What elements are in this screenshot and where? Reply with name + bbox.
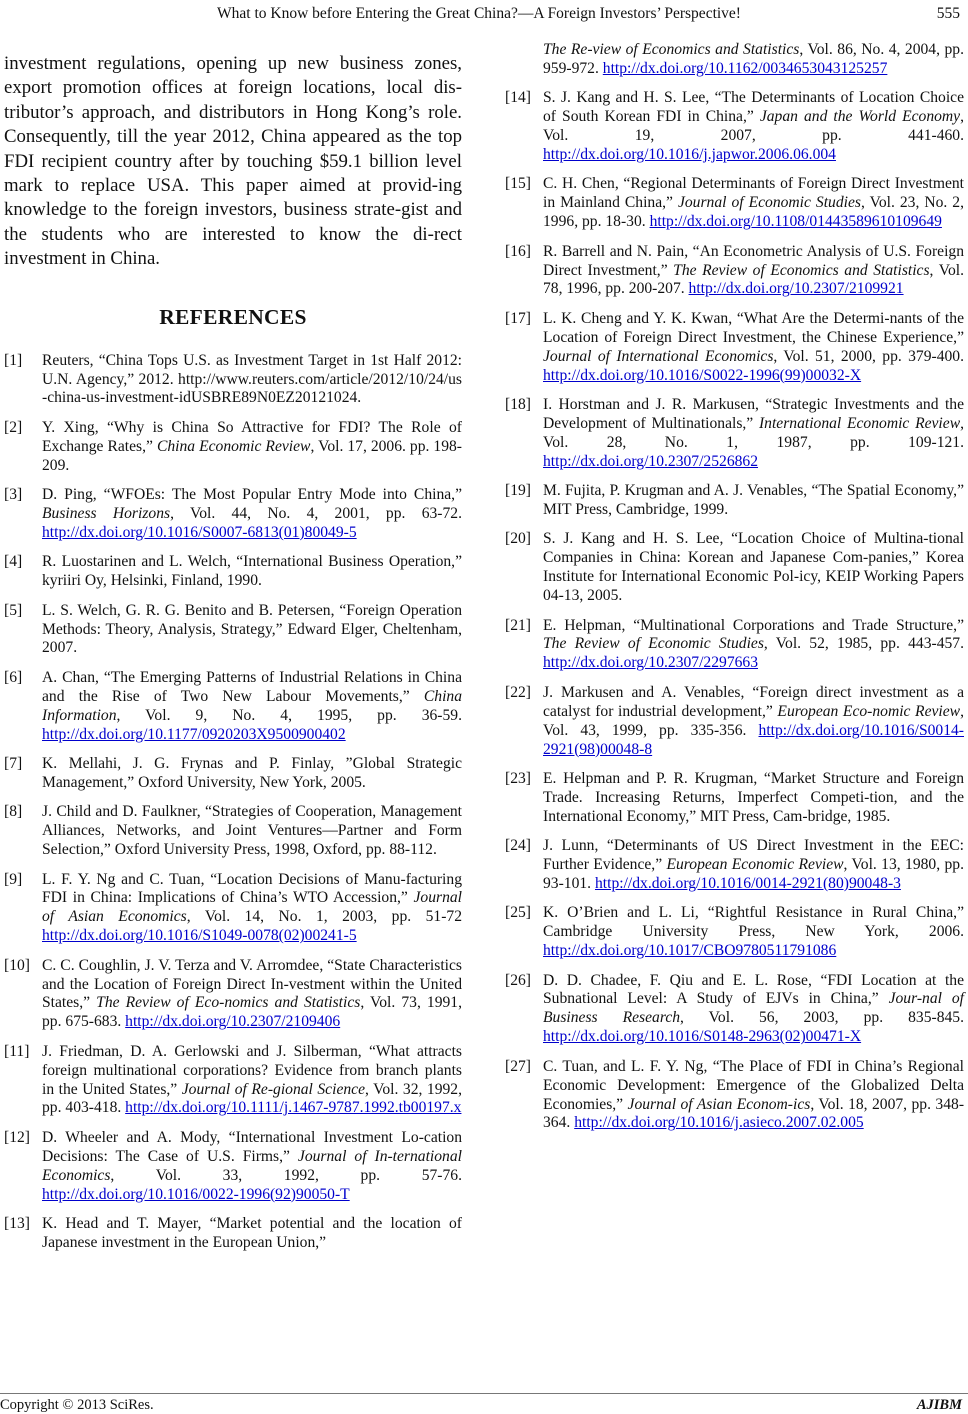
reference-entry [4, 602, 462, 659]
reference-entry [505, 617, 964, 674]
reference-source-title: Journal of Asian Econom-ics [627, 1095, 811, 1113]
reference-doi-link[interactable]: http://dx.doi.org/10.1016/0022-1996(92)90050-T [42, 1185, 350, 1203]
reference-doi-link[interactable]: http://dx.doi.org/10.1177/0920203X9500900402 [42, 725, 346, 743]
reference-number: [6] [4, 668, 23, 686]
reference-number: [3] [4, 486, 23, 504]
reference-doi-link[interactable]: http://dx.doi.org/10.2307/2109921 [688, 280, 904, 298]
reference-doi-link[interactable]: http://dx.doi.org/10.1016/S0022-1996(99)00032-X [543, 366, 862, 384]
reference-text [42, 419, 462, 476]
reference-text [543, 904, 964, 961]
reference-details: , Vol. 18, 2007, pp. 348-364. [543, 1095, 965, 1132]
reference-entry [505, 41, 964, 79]
reference-text [543, 972, 964, 1048]
reference-details: , Vol. 19, 2007, pp. 441-460. [543, 108, 965, 145]
reference-source-title: International Economic Review [758, 414, 961, 432]
reference-entry [505, 396, 964, 472]
reference-source-title: Journal of International Economics [543, 347, 774, 365]
reference-entry [4, 419, 462, 476]
copyright-notice: Copyright © 2013 SciRes. [0, 1397, 154, 1413]
reference-details: , Vol. 17, 2006. pp. 198-209. [42, 437, 462, 474]
reference-number: [21] [505, 616, 531, 634]
reference-body: S. J. Kang and H. S. Lee, “The Determinants of Location Choice of South Korean FDI in China,” [543, 89, 964, 126]
reference-doi-link[interactable]: http://dx.doi.org/10.1016/j.japwor.2006.06.004 [543, 146, 836, 164]
reference-body: R. Luostarinen and L. Welch, “International Business Operation,” kyriiri Oy, Helsinki, Finland, 1990. [42, 553, 462, 590]
reference-number: [24] [505, 837, 531, 855]
reference-text [543, 837, 964, 894]
reference-body: Reuters, “China Tops U.S. as Investment Target in 1st Half 2012: U.N. Agency,” 2012. [42, 351, 462, 388]
reference-body: S. J. Kang and H. S. Lee, “Location Choice of Multina-tional Companies in China: Korean and Japanese Com-panies,” Korea Institute for International Economic Pol-icy, KEIP Working Papers 04-13, 2005. [543, 530, 964, 605]
journal-abbrev: AJIBM [916, 1397, 962, 1413]
reference-entry [505, 1058, 964, 1134]
references-heading: REFERENCES [159, 304, 307, 329]
reference-number: [23] [505, 769, 531, 787]
reference-body: A. Chan, “The Emerging Patterns of Industrial Relations in China and the Rise of Two New Labour Movements,” [42, 668, 462, 705]
reference-text [543, 89, 964, 165]
reference-entry [505, 837, 964, 894]
reference-details: , Vol. 73, 1991, pp. 675-683. [42, 994, 462, 1031]
reference-text [543, 770, 964, 827]
reference-body: C. H. Chen, “Regional Determinants of Foreign Direct Investment in Mainland China,” [543, 175, 964, 212]
reference-number: [20] [505, 530, 531, 548]
reference-doi-link[interactable]: http://dx.doi.org/10.2307/2526862 [543, 452, 759, 470]
reference-body: D. D. Chadee, F. Qiu and E. L. Rose, “FDI Location at the Subnational Level: A Study of EJVs in China,” [543, 971, 964, 1008]
running-title: What to Know before Entering the Great China?—A Foreign Investors’ Perspective! [217, 5, 741, 22]
reference-body: K. Mellahi, J. G. Frynas and P. Finlay, ”Global Strategic Management,” Oxford University, New York, 2005. [42, 754, 462, 791]
reference-text [42, 669, 462, 745]
reference-body: C. Tuan, and L. F. Y. Ng, “The Place of FDI in China’s Regional Economic Development: Emergence of the Globalized Delta Economies,” [543, 1057, 964, 1113]
reference-body: Y. Xing, “Why is China So Attractive for FDI? The Role of Exchange Rates,” [42, 418, 462, 455]
page-number: 555 [936, 5, 960, 22]
reference-text [543, 396, 964, 472]
reference-body: J. Friedman, D. A. Gerlowski and J. Silberman, “What attracts foreign multinational corporations? Evidence from branch plants in the United States,” [42, 1042, 462, 1098]
reference-source-title: China Information [42, 687, 462, 724]
reference-body: J. Child and D. Faulkner, “Strategies of Cooperation, Management Alliances, Networks, and Joint Ventures—Partner and Form Selection,” Oxford University Press, 1998, Oxford, pp. 88-112. [42, 803, 462, 859]
reference-source-title: China Economic Review [156, 437, 311, 455]
reference-number: [16] [505, 242, 531, 260]
reference-body: E. Helpman and P. R. Krugman, “Market Structure and Foreign Trade. Increasing Returns, Imperfect Competi-tion, and the International Economy,” MIT Press, Cam-bridge, 1985. [543, 769, 964, 825]
reference-body: R. Barrell and N. Pain, “An Econometric Analysis of U.S. Foreign Direct Investment,” [543, 242, 964, 279]
reference-doi-link[interactable]: http://dx.doi.org/10.1162/0034653043125257 [602, 59, 888, 77]
reference-details: , Vol. 33, 1992, pp. 57-76. [110, 1166, 462, 1184]
reference-entry [505, 310, 964, 386]
reference-entry [4, 957, 462, 1033]
reference-body: K. Head and T. Mayer, “Market potential and the location of Japanese investment in the European Union,” [42, 1215, 462, 1251]
reference-text [543, 1058, 964, 1134]
reference-entry [505, 175, 964, 232]
reference-number: [19] [505, 482, 531, 500]
reference-source-title: European Economic Review [666, 856, 844, 874]
reference-source-title: Journal of In-ternational Economics [42, 1147, 462, 1184]
reference-entry [4, 1043, 462, 1119]
reference-doi-link[interactable]: http://dx.doi.org/10.2307/2109406 [125, 1013, 341, 1031]
reference-text [42, 1129, 462, 1205]
reference-number: [27] [505, 1057, 531, 1075]
reference-entry [4, 1215, 462, 1253]
reference-text [543, 617, 964, 674]
reference-list-left [4, 352, 462, 1253]
reference-entry [4, 871, 462, 947]
reference-entry [505, 243, 964, 300]
reference-source-title: Journal of Re-gional Science [181, 1080, 365, 1098]
reference-details: , Vol. 14, No. 1, 2003, pp. 51-72 [186, 908, 462, 926]
reference-entry [4, 669, 462, 745]
reference-text [543, 530, 964, 606]
reference-doi-link[interactable]: http://dx.doi.org/10.1016/j.asieco.2007.02.005 [574, 1114, 864, 1132]
reference-source-title: The Review of Economic Studies [543, 635, 764, 653]
reference-number: [18] [505, 396, 531, 413]
reference-body: I. Horstman and J. R. Markusen, “Strategic Investments and the Development of Multinationals,” [543, 396, 964, 432]
reference-source-title: Business Horizons [42, 505, 171, 522]
reference-source-title: The Re-view of Economics and Statistics [543, 41, 800, 58]
reference-url: http://www.reuters.com/article/2012/10/24/us-china-us-investment-idUSBRE89N0EZ20121024. [42, 370, 462, 407]
reference-details: , Vol. 28, No. 1, 1987, pp. 109-121. [543, 414, 964, 451]
reference-details: , Vol. 13, 1980, pp. 93-101. [543, 856, 964, 892]
reference-source-title: Journal of Economic Studies [677, 194, 861, 212]
reference-body: D. Ping, “WFOEs: The Most Popular Entry Mode into China,” [42, 486, 462, 504]
reference-body: L. S. Welch, G. R. G. Benito and B. Petersen, “Foreign Operation Methods: Theory, Analysis, Strategy,” Edward Elger, Cheltenham, 2007. [42, 601, 462, 657]
reference-details: , Vol. 43, 1999, pp. 335-356. [543, 702, 964, 739]
reference-details: , Vol. 51, 2000, pp. 379-400. [773, 347, 964, 365]
reference-text [42, 486, 462, 543]
reference-text [42, 803, 462, 860]
reference-number: [11] [4, 1042, 30, 1060]
running-header [0, 4, 968, 26]
reference-text [543, 175, 964, 232]
reference-body: L. F. Y. Ng and C. Tuan, “Location Decisions of Manu-facturing FDI in China: Implications of China’s WTO Accession,” [42, 870, 462, 907]
reference-details: , Vol. 44, No. 4, 2001, pp. 63-72. [170, 505, 462, 522]
reference-text [42, 553, 462, 591]
reference-body: L. K. Cheng and Y. K. Kwan, “What Are the Determi-nants of the Location of Foreign Direct Investment, the Chinese Experience,” [543, 309, 964, 346]
reference-list-right [505, 41, 964, 1133]
reference-entry [4, 803, 462, 860]
reference-doi-link[interactable]: http://dx.doi.org/10.1016/S0007-6813(01)80049-5 [42, 523, 357, 541]
reference-text [42, 957, 462, 1033]
reference-entry [505, 904, 964, 961]
reference-text [42, 602, 462, 659]
reference-body: D. Wheeler and A. Mody, “International Investment Lo-cation Decisions: The Case of U.S. Firms,” [42, 1128, 462, 1165]
reference-number: [17] [505, 309, 531, 327]
reference-number: [5] [4, 601, 23, 619]
reference-doi-link[interactable]: http://dx.doi.org/10.1017/CBO9780511791086 [543, 942, 837, 960]
reference-number: [25] [505, 904, 531, 922]
reference-number: [8] [4, 803, 23, 821]
reference-doi-link[interactable]: http://dx.doi.org/10.1016/S0014-2921(98)00048-8 [543, 721, 964, 758]
reference-details: , Vol. 9, No. 4, 1995, pp. 36-59. [116, 706, 462, 724]
reference-text [42, 352, 462, 409]
reference-number: [7] [4, 754, 23, 772]
reference-body: C. C. Coughlin, J. V. Terza and V. Arromdee, “State Characteristics and the Location of Foreign Direct In-vestment within the United States,” [42, 956, 462, 1012]
reference-entry [505, 89, 964, 165]
reference-text [42, 755, 462, 793]
reference-entry [4, 1129, 462, 1205]
reference-doi-link[interactable]: http://dx.doi.org/10.1108/01443589610109649 [649, 213, 942, 231]
reference-source-title: The Review of Economics and Statistics [673, 261, 930, 279]
reference-number: [10] [4, 956, 30, 974]
reference-body: J. Markusen and A. Venables, “Foreign direct investment as a catalyst for industrial development,” [543, 683, 964, 720]
reference-doi-link[interactable]: http://dx.doi.org/10.1016/0014-2921(80)90048-3 [594, 874, 901, 892]
reference-text [42, 871, 462, 947]
reference-source-title: Jour-nal of Business Research [543, 990, 964, 1027]
reference-number: [13] [4, 1215, 30, 1232]
reference-text [42, 1043, 462, 1119]
reference-details: , Vol. 86, No. 4, 2004, pp. 959-972. [543, 41, 964, 77]
right-column [505, 41, 964, 1144]
footer-divider [0, 1393, 968, 1394]
reference-details: , Vol. 78, 1996, pp. 200-207. [543, 261, 964, 298]
body-paragraph: investment regulations, opening up new business zones, export promotion offices at foreign locations, local dis-tributor’s approach, and distributors in Hong Kong’s role. Consequently, till the year 2012, China appeared as the top FDI recipient country after by touching $59.1 billion level mark to replace USA. This paper aimed at provid-ing knowledge to the foreign investors, business strate-gist and the students who are interested to know the di-rect investment in China. [4, 53, 462, 270]
left-column [4, 52, 462, 1263]
reference-source-title: The Review of Eco-nomics and Statistics [96, 994, 361, 1012]
reference-number: [9] [4, 870, 23, 888]
reference-number: [4] [4, 553, 23, 571]
reference-text [543, 243, 964, 300]
reference-doi-link[interactable]: http://dx.doi.org/10.1111/j.1467-9787.1992.tb00197.x [125, 1099, 462, 1117]
reference-entry [505, 770, 964, 827]
reference-entry [505, 684, 964, 760]
reference-entry [4, 755, 462, 793]
reference-source-title: European Eco-nomic Review [777, 702, 961, 720]
reference-body: M. Fujita, P. Krugman and A. J. Venables, “The Spatial Economy,” MIT Press, Cambridge, 1999. [543, 482, 964, 519]
reference-body: E. Helpman, “Multinational Corporations and Trade Structure,” [543, 616, 964, 634]
reference-entry [505, 972, 964, 1048]
reference-details: , Vol. 52, 1985, pp. 443-457. [763, 635, 964, 653]
reference-body: J. Lunn, “Determinants of US Direct Investment in the EEC: Further Evidence,” [543, 837, 964, 874]
reference-body: K. O’Brien and L. Li, “Rightful Resistance in Rural China,” Cambridge University Press, New York, 2006. [543, 904, 964, 941]
reference-text [543, 41, 964, 79]
reference-entry [505, 482, 964, 520]
reference-number: [22] [505, 683, 531, 701]
reference-number: [1] [4, 351, 23, 369]
reference-source-title: Journal of Asian Economics [42, 889, 462, 926]
reference-details: , Vol. 56, 2003, pp. 835-845. [680, 1009, 964, 1027]
reference-entry [4, 553, 462, 591]
reference-doi-link[interactable]: http://dx.doi.org/10.2307/2297663 [543, 654, 759, 672]
reference-number: [12] [4, 1128, 30, 1146]
reference-number: [2] [4, 418, 23, 436]
reference-doi-link[interactable]: http://dx.doi.org/10.1016/S1049-0078(02)00241-5 [42, 927, 357, 945]
reference-number [505, 41, 543, 79]
reference-details: , Vol. 32, 1992, pp. 403-418. [42, 1080, 462, 1117]
reference-number: [15] [505, 175, 531, 193]
reference-details: , Vol. 23, No. 2, 1996, pp. 18-30. [543, 194, 965, 231]
reference-number: [26] [505, 971, 531, 989]
reference-source-title: Japan and the World Economy [759, 108, 961, 126]
reference-number: [14] [505, 89, 531, 107]
reference-text [543, 310, 964, 386]
reference-entry [4, 486, 462, 543]
reference-text [42, 1215, 462, 1253]
reference-entry [4, 352, 462, 409]
reference-text [543, 482, 964, 520]
reference-text [543, 684, 964, 760]
reference-doi-link[interactable]: http://dx.doi.org/10.1016/S0148-2963(02)00471-X [543, 1028, 862, 1046]
reference-entry [505, 530, 964, 606]
